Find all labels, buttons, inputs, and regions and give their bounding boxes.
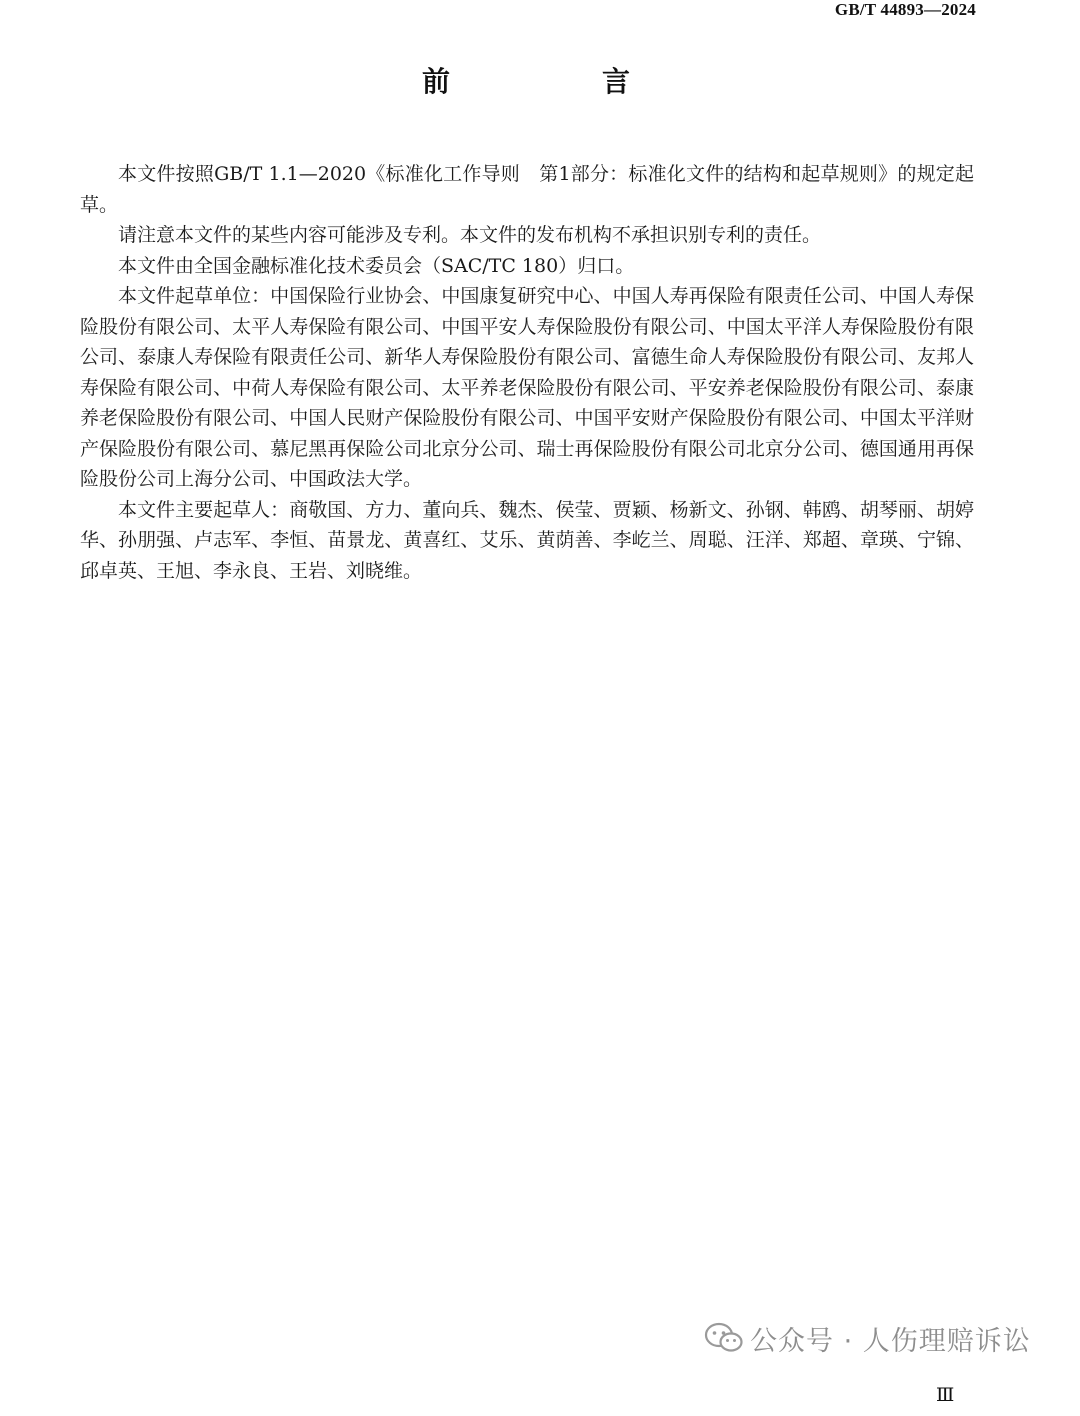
document-body (80, 159, 974, 586)
page-title: 前 言 (421, 65, 692, 98)
paragraph-drafting-rules: 本文件按照GB/T 1.1—2020《标准化工作导则 第1部分：标准化文件的结构和起草规则》的规定起草。 (80, 163, 974, 216)
watermark (704, 1318, 1031, 1358)
watermark-text: 公众号 · 人伤理赔诉讼 (750, 1325, 1031, 1357)
paragraph-drafting-units: 本文件起草单位：中国保险行业协会、中国康复研究中心、中国人寿再保险有限责任公司、中国人寿保险股份有限公司、太平人寿保险有限公司、中国平安人寿保险股份有限公司、中国太平洋人寿保险股份有限公司、泰康人寿保险有限责任公司、新华人寿保险股份有限公司、富德生命人寿保险股份有限公司、友邦人寿保险有限公司、中荷人寿保险有限公司、太平养老保险股份有限公司、平安养老保险股份有限公司、泰康养老保险股份有限公司、中国人民财产保险股份有限公司、中国平安财产保险股份有限公司、中国太平洋财产保险股份有限公司、慕尼黑再保险公司北京分公司、瑞士再保险股份有限公司北京分公司、德国通用再保险股份公司上海分公司、中国政法大学。 (80, 285, 974, 490)
wechat-icon (704, 1322, 744, 1354)
paragraph-main-drafters: 本文件主要起草人：商敬国、方力、董向兵、魏杰、侯莹、贾颖、杨新文、孙钢、韩鸥、胡琴丽、胡婷华、孙朋强、卢志军、李恒、苗景龙、黄喜红、艾乐、黄荫善、李屹兰、周聪、汪洋、郑超、章瑛、宁锦、邱卓英、王旭、李永良、王岩、刘晓维。 (80, 498, 974, 582)
page-number: Ⅲ (936, 1384, 955, 1406)
standard-code: GB/T 44893—2024 (834, 0, 976, 19)
paragraph-patent-notice: 请注意本文件的某些内容可能涉及专利。本文件的发布机构不承担识别专利的责任。 (118, 224, 822, 246)
paragraph-technical-committee: 本文件由全国金融标准化技术委员会（SAC/TC 180）归口。 (118, 254, 635, 277)
